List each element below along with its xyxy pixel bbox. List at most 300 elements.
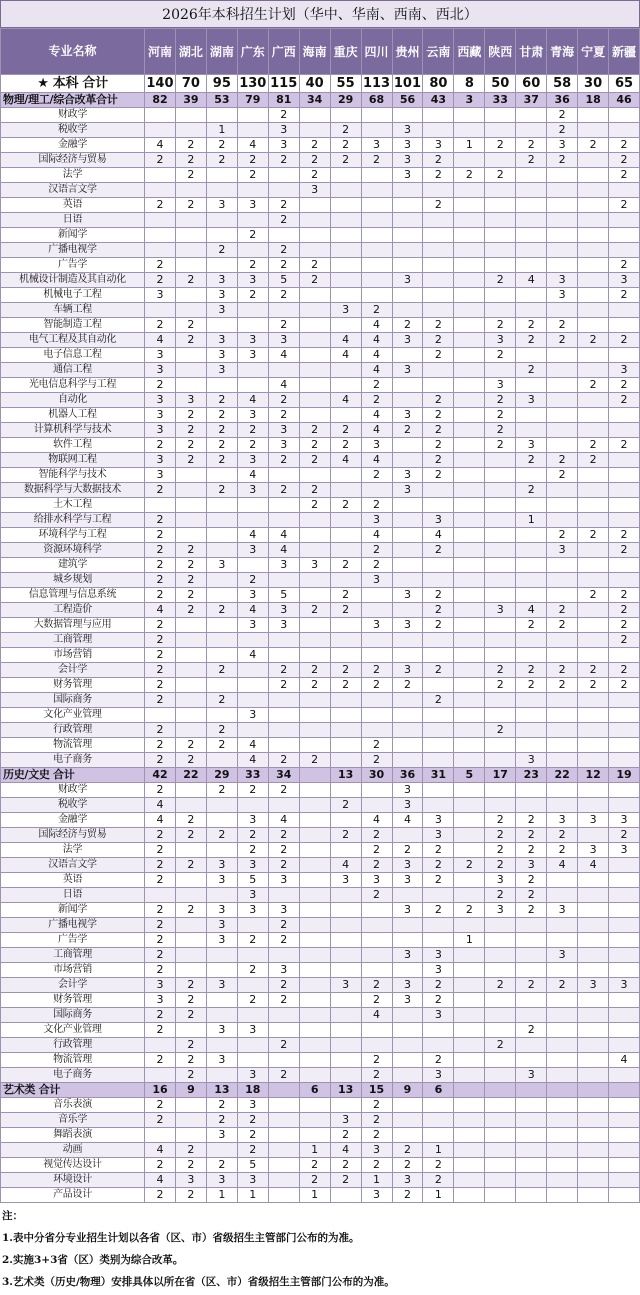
quota-cell: 2 (485, 1038, 516, 1053)
quota-cell: 2 (485, 348, 516, 363)
quota-cell: 3 (392, 663, 423, 678)
quota-cell (299, 1113, 330, 1128)
quota-cell (268, 693, 299, 708)
quota-cell (609, 963, 640, 978)
quota-cell (485, 483, 516, 498)
quota-cell (361, 273, 392, 288)
quota-cell (454, 663, 485, 678)
quota-cell: 2 (145, 903, 176, 918)
quota-cell: 2 (145, 198, 176, 213)
quota-cell: 2 (423, 663, 454, 678)
quota-cell (268, 498, 299, 513)
quota-cell: 2 (423, 333, 454, 348)
quota-cell: 2 (423, 603, 454, 618)
quota-cell: 4 (330, 393, 361, 408)
quota-cell: 6 (299, 1083, 330, 1098)
major-name-cell: 物流管理 (1, 1053, 145, 1068)
quota-cell (547, 573, 578, 588)
quota-cell (268, 1008, 299, 1023)
quota-cell (175, 1113, 206, 1128)
quota-cell (423, 483, 454, 498)
quota-cell: 3 (547, 813, 578, 828)
quota-cell: 3 (330, 303, 361, 318)
quota-cell: 2 (268, 993, 299, 1008)
quota-cell: 13 (330, 768, 361, 783)
quota-cell (423, 108, 454, 123)
quota-cell (485, 588, 516, 603)
grand-total-row (1, 75, 640, 93)
quota-cell (516, 1173, 547, 1188)
quota-cell (516, 918, 547, 933)
quota-cell: 5 (268, 588, 299, 603)
quota-cell (454, 678, 485, 693)
quota-cell (485, 1098, 516, 1113)
quota-cell (330, 618, 361, 633)
major-name-cell: 电子信息工程 (1, 348, 145, 363)
quota-cell (299, 318, 330, 333)
quota-cell: 16 (145, 1083, 176, 1098)
quota-cell (578, 1173, 609, 1188)
quota-cell (609, 498, 640, 513)
table-row (1, 1128, 640, 1143)
quota-cell: 13 (206, 1083, 237, 1098)
quota-cell (175, 1098, 206, 1113)
quota-cell (578, 423, 609, 438)
quota-cell: 2 (175, 828, 206, 843)
major-name-cell: 工商管理 (1, 948, 145, 963)
quota-cell: 22 (175, 768, 206, 783)
major-name-cell: 音乐学 (1, 1113, 145, 1128)
quota-cell (547, 258, 578, 273)
quota-cell (423, 633, 454, 648)
quota-cell (454, 693, 485, 708)
quota-cell (516, 963, 547, 978)
quota-cell (578, 543, 609, 558)
quota-cell: 2 (145, 1158, 176, 1173)
quota-cell: 2 (547, 528, 578, 543)
quota-cell (423, 678, 454, 693)
quota-cell (175, 1128, 206, 1143)
quota-cell: 3 (609, 363, 640, 378)
quota-cell (206, 258, 237, 273)
quota-cell: 18 (237, 1083, 268, 1098)
quota-cell (516, 693, 547, 708)
quota-cell (578, 1038, 609, 1053)
quota-cell: 2 (423, 903, 454, 918)
quota-cell (237, 798, 268, 813)
quota-cell: 2 (485, 858, 516, 873)
quota-cell (423, 573, 454, 588)
quota-cell (454, 378, 485, 393)
quota-cell: 2 (485, 393, 516, 408)
header-province: 陕西 (485, 29, 516, 75)
quota-cell: 3 (547, 903, 578, 918)
quota-cell (175, 468, 206, 483)
quota-cell: 3 (392, 123, 423, 138)
quota-cell (299, 813, 330, 828)
table-row (1, 1113, 640, 1128)
quota-cell: 2 (361, 1053, 392, 1068)
quota-cell (299, 888, 330, 903)
major-name-cell: 电气工程及其自动化 (1, 333, 145, 348)
quota-cell (299, 618, 330, 633)
quota-cell: 2 (485, 828, 516, 843)
quota-cell (578, 393, 609, 408)
quota-cell: 3 (454, 93, 485, 108)
quota-cell (485, 468, 516, 483)
quota-cell: 2 (423, 858, 454, 873)
quota-cell: 2 (609, 633, 640, 648)
quota-cell: 2 (392, 1188, 423, 1203)
quota-cell: 2 (145, 513, 176, 528)
quota-cell: 3 (392, 798, 423, 813)
table-row (1, 378, 640, 393)
major-name-cell: 广播电视学 (1, 243, 145, 258)
quota-cell: 2 (268, 1068, 299, 1083)
quota-cell: 2 (206, 603, 237, 618)
quota-cell (547, 723, 578, 738)
major-name-cell: 自动化 (1, 393, 145, 408)
quota-cell (547, 408, 578, 423)
quota-cell: 3 (237, 273, 268, 288)
quota-cell (299, 1038, 330, 1053)
quota-cell (516, 798, 547, 813)
quota-cell: 95 (206, 75, 237, 93)
quota-cell: 2 (175, 903, 206, 918)
quota-cell (299, 528, 330, 543)
quota-cell: 2 (361, 738, 392, 753)
table-row (1, 123, 640, 138)
quota-cell (578, 318, 609, 333)
major-name-cell: 行政管理 (1, 723, 145, 738)
quota-cell: 2 (237, 1128, 268, 1143)
quota-cell: 2 (516, 453, 547, 468)
quota-cell: 2 (237, 843, 268, 858)
quota-cell (299, 963, 330, 978)
quota-cell: 3 (299, 558, 330, 573)
quota-cell (609, 903, 640, 918)
quota-cell (547, 738, 578, 753)
quota-cell: 2 (423, 393, 454, 408)
quota-cell: 2 (206, 738, 237, 753)
quota-cell: 3 (547, 288, 578, 303)
quota-cell: 56 (392, 93, 423, 108)
quota-cell: 2 (299, 603, 330, 618)
quota-cell (423, 228, 454, 243)
quota-cell: 3 (237, 858, 268, 873)
quota-cell (299, 1053, 330, 1068)
major-name-cell: 机器人工程 (1, 408, 145, 423)
quota-cell: 2 (299, 153, 330, 168)
quota-cell: 42 (145, 768, 176, 783)
table-row (1, 633, 640, 648)
quota-cell: 2 (485, 423, 516, 438)
quota-cell: 2 (361, 993, 392, 1008)
header-province: 青海 (547, 29, 578, 75)
quota-cell: 3 (237, 348, 268, 363)
quota-cell: 2 (330, 828, 361, 843)
quota-cell: 2 (237, 963, 268, 978)
quota-cell (268, 513, 299, 528)
quota-cell (578, 1023, 609, 1038)
quota-cell: 5 (237, 1158, 268, 1173)
quota-cell (330, 888, 361, 903)
quota-cell (454, 123, 485, 138)
quota-cell (578, 618, 609, 633)
quota-cell (578, 963, 609, 978)
quota-cell (330, 633, 361, 648)
quota-cell: 3 (392, 588, 423, 603)
quota-cell (609, 798, 640, 813)
quota-cell (547, 1038, 578, 1053)
quota-cell: 2 (237, 153, 268, 168)
quota-cell: 2 (206, 663, 237, 678)
quota-cell: 2 (206, 153, 237, 168)
quota-cell: 3 (516, 858, 547, 873)
quota-cell: 3 (268, 138, 299, 153)
quota-cell (206, 573, 237, 588)
quota-cell (330, 378, 361, 393)
quota-cell (547, 783, 578, 798)
quota-cell: 2 (237, 828, 268, 843)
quota-cell (547, 888, 578, 903)
quota-cell (237, 723, 268, 738)
quota-cell (361, 693, 392, 708)
quota-cell (299, 693, 330, 708)
quota-cell (299, 798, 330, 813)
quota-cell (206, 1068, 237, 1083)
quota-cell (578, 303, 609, 318)
quota-cell (361, 723, 392, 738)
major-name-cell: 日语 (1, 213, 145, 228)
quota-cell: 2 (516, 813, 547, 828)
major-name-cell: 会计学 (1, 663, 145, 678)
quota-cell (454, 273, 485, 288)
quota-cell: 2 (516, 978, 547, 993)
quota-cell (299, 573, 330, 588)
quota-cell (330, 948, 361, 963)
quota-cell (454, 558, 485, 573)
quota-cell: 2 (206, 483, 237, 498)
quota-cell (268, 1113, 299, 1128)
quota-cell (361, 198, 392, 213)
quota-cell: 2 (145, 438, 176, 453)
quota-cell (547, 1068, 578, 1083)
quota-cell: 43 (423, 93, 454, 108)
quota-cell (609, 1038, 640, 1053)
table-row (1, 363, 640, 378)
quota-cell (175, 528, 206, 543)
quota-cell (392, 513, 423, 528)
quota-cell: 68 (361, 93, 392, 108)
quota-cell (609, 318, 640, 333)
quota-cell (392, 1038, 423, 1053)
quota-cell: 2 (268, 198, 299, 213)
table-row (1, 828, 640, 843)
quota-cell (485, 948, 516, 963)
quota-cell (423, 798, 454, 813)
quota-cell (423, 933, 454, 948)
quota-cell (609, 1068, 640, 1083)
quota-cell (299, 198, 330, 213)
quota-cell (268, 633, 299, 648)
quota-cell: 3 (268, 333, 299, 348)
quota-cell: 2 (578, 333, 609, 348)
quota-cell (454, 243, 485, 258)
quota-cell (175, 648, 206, 663)
quota-cell (175, 378, 206, 393)
quota-cell (485, 753, 516, 768)
quota-cell: 3 (485, 378, 516, 393)
quota-cell (454, 423, 485, 438)
quota-cell (485, 213, 516, 228)
quota-cell: 2 (547, 108, 578, 123)
quota-cell (578, 873, 609, 888)
quota-cell (547, 1188, 578, 1203)
quota-cell: 30 (578, 75, 609, 93)
quota-cell (578, 288, 609, 303)
quota-cell: 2 (206, 393, 237, 408)
quota-cell (206, 813, 237, 828)
footnote-line: 1.表中分省分专业招生计划以各省（区、市）省级招生主管部门公布的为准。 (2, 1232, 360, 1244)
major-name-cell: 工商管理 (1, 633, 145, 648)
quota-cell (145, 168, 176, 183)
quota-cell: 4 (516, 273, 547, 288)
table-row (1, 558, 640, 573)
quota-cell: 2 (361, 378, 392, 393)
table-row (1, 408, 640, 423)
quota-cell (485, 963, 516, 978)
quota-cell (237, 363, 268, 378)
quota-cell: 19 (609, 768, 640, 783)
quota-cell (268, 738, 299, 753)
quota-cell (547, 1113, 578, 1128)
quota-cell (237, 1008, 268, 1023)
table-row (1, 738, 640, 753)
quota-cell: 1 (206, 123, 237, 138)
quota-cell (206, 843, 237, 858)
quota-cell: 22 (547, 768, 578, 783)
quota-cell (454, 618, 485, 633)
quota-cell (145, 213, 176, 228)
quota-cell: 2 (516, 138, 547, 153)
quota-cell: 2 (206, 138, 237, 153)
quota-cell: 2 (485, 273, 516, 288)
quota-cell (578, 1113, 609, 1128)
major-name-cell: 计算机科学与技术 (1, 423, 145, 438)
quota-cell (454, 873, 485, 888)
table-row (1, 513, 640, 528)
quota-cell (454, 843, 485, 858)
quota-cell (485, 183, 516, 198)
quota-cell (206, 633, 237, 648)
quota-cell (361, 168, 392, 183)
quota-cell (330, 903, 361, 918)
quota-cell: 2 (547, 333, 578, 348)
quota-cell: 2 (145, 828, 176, 843)
quota-cell: 4 (516, 603, 547, 618)
quota-cell (145, 228, 176, 243)
quota-cell (299, 243, 330, 258)
quota-cell: 2 (237, 993, 268, 1008)
quota-cell: 13 (330, 1083, 361, 1098)
major-name-cell: 广告学 (1, 933, 145, 948)
quota-cell: 2 (299, 1173, 330, 1188)
header-province: 广西 (268, 29, 299, 75)
quota-cell: 2 (145, 153, 176, 168)
quota-cell (268, 1143, 299, 1158)
quota-cell (516, 168, 547, 183)
quota-cell: 2 (145, 918, 176, 933)
quota-cell (361, 108, 392, 123)
table-row (1, 468, 640, 483)
quota-cell (578, 633, 609, 648)
quota-cell (454, 1173, 485, 1188)
quota-cell: 4 (609, 1053, 640, 1068)
major-name-cell: 新闻学 (1, 903, 145, 918)
quota-cell: 2 (361, 1068, 392, 1083)
quota-cell: 3 (392, 783, 423, 798)
quota-cell (454, 1158, 485, 1173)
quota-cell (361, 183, 392, 198)
quota-cell (609, 123, 640, 138)
quota-cell: 4 (237, 138, 268, 153)
quota-cell: 2 (206, 423, 237, 438)
quota-cell: 2 (392, 1143, 423, 1158)
quota-cell: 2 (330, 138, 361, 153)
quota-cell: 2 (578, 663, 609, 678)
quota-cell: 2 (330, 1128, 361, 1143)
quota-cell: 2 (145, 1113, 176, 1128)
quota-cell (485, 1188, 516, 1203)
major-name-cell: 会计学 (1, 978, 145, 993)
quota-cell: 2 (485, 813, 516, 828)
quota-cell (609, 483, 640, 498)
table-row (1, 1158, 640, 1173)
table-row (1, 348, 640, 363)
quota-cell (578, 558, 609, 573)
quota-cell: 3 (206, 978, 237, 993)
quota-cell (454, 723, 485, 738)
quota-cell: 2 (268, 288, 299, 303)
quota-cell: 4 (330, 333, 361, 348)
quota-cell: 2 (145, 318, 176, 333)
quota-cell: 2 (609, 618, 640, 633)
header-province: 河南 (145, 29, 176, 75)
quota-cell (361, 903, 392, 918)
quota-cell: 2 (145, 1023, 176, 1038)
quota-cell (299, 768, 330, 783)
quota-cell (547, 1008, 578, 1023)
quota-cell: 2 (175, 588, 206, 603)
major-name-cell: 法学 (1, 843, 145, 858)
quota-cell: 2 (361, 888, 392, 903)
quota-cell (578, 468, 609, 483)
quota-cell: 3 (392, 408, 423, 423)
major-name-cell: 国际商务 (1, 1008, 145, 1023)
quota-cell: 2 (206, 723, 237, 738)
quota-cell: 2 (330, 558, 361, 573)
quota-cell: 2 (175, 1053, 206, 1068)
enrollment-table-body (1, 29, 640, 1203)
quota-cell (268, 1158, 299, 1173)
quota-cell (547, 1128, 578, 1143)
quota-cell: 2 (516, 828, 547, 843)
quota-cell: 2 (237, 1113, 268, 1128)
quota-cell: 79 (237, 93, 268, 108)
quota-cell: 33 (485, 93, 516, 108)
quota-cell (392, 303, 423, 318)
